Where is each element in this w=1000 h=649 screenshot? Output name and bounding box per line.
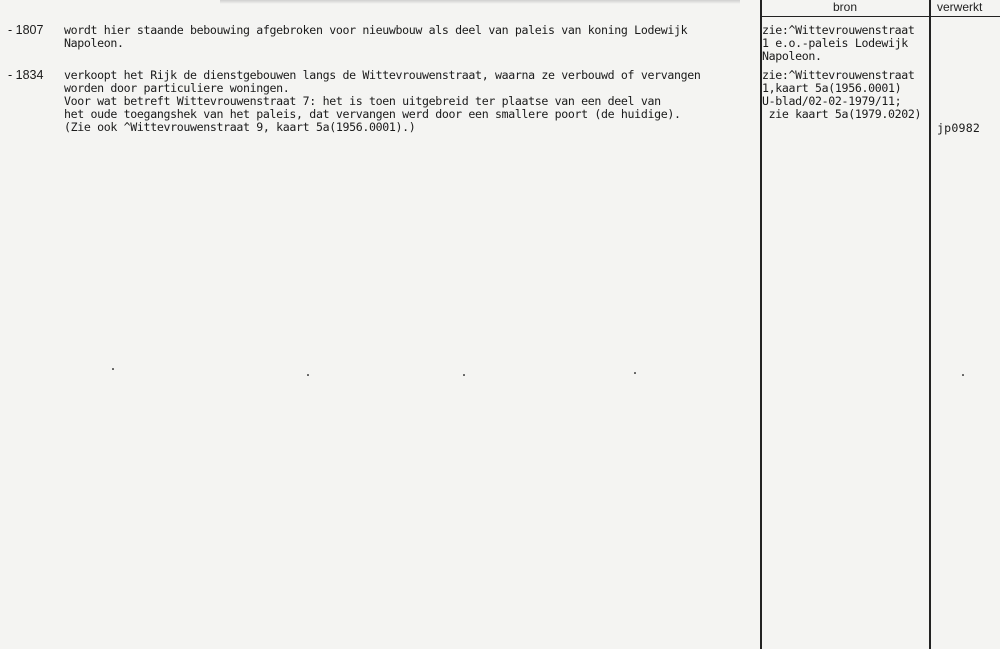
entry-text-line: het oude toegangshek van het paleis, dat vervangen werd door een smallere poort (de huidige). — [64, 107, 681, 121]
bron-line: Napoleon. — [762, 49, 822, 63]
scan-speck — [463, 374, 465, 376]
verwerkt-code: jp0982 — [937, 121, 981, 135]
entry-year: - 1834 — [8, 68, 44, 82]
scan-speck — [307, 374, 309, 376]
entry-text-line: wordt hier staande bebouwing afgebroken voor nieuwbouw als deel van paleis van koning Lodewijk — [64, 23, 688, 37]
entry-text-line: (Zie ook ^Wittevrouwenstraat 9, kaart 5a(1956.0001).) — [64, 120, 416, 134]
entry-year: - 1807 — [8, 23, 44, 37]
scan-speck — [634, 372, 636, 374]
bron-header: bron — [833, 0, 858, 14]
bron-line: zie:^Wittevrouwenstraat — [762, 68, 915, 82]
scan-speck — [962, 374, 964, 376]
scan-edge-shadow — [220, 0, 740, 4]
header-underline — [760, 16, 1000, 17]
bron-line: 1 e.o.-paleis Lodewijk — [762, 36, 908, 50]
entry-text-line: verkoopt het Rijk de dienstgebouwen langs de Wittevrouwenstraat, waarna ze verbouwd of vervangen — [64, 68, 701, 82]
verwerkt-header: verwerkt — [937, 0, 983, 14]
bron-line: 1,kaart 5a(1956.0001) — [762, 81, 902, 95]
bron-line: zie kaart 5a(1979.0202) — [762, 107, 922, 121]
entry-text-line: Voor wat betreft Wittevrouwenstraat 7: het is toen uitgebreid ter plaatse van een deel van — [64, 94, 661, 108]
verwerkt-column-divider — [929, 0, 931, 649]
scan-speck — [112, 368, 114, 370]
bron-line: U-blad/02-02-1979/11; — [762, 94, 902, 108]
entry-text-line: Napoleon. — [64, 36, 124, 50]
entry-text-line: worden door particuliere woningen. — [64, 81, 290, 95]
bron-line: zie:^Wittevrouwenstraat — [762, 23, 915, 37]
